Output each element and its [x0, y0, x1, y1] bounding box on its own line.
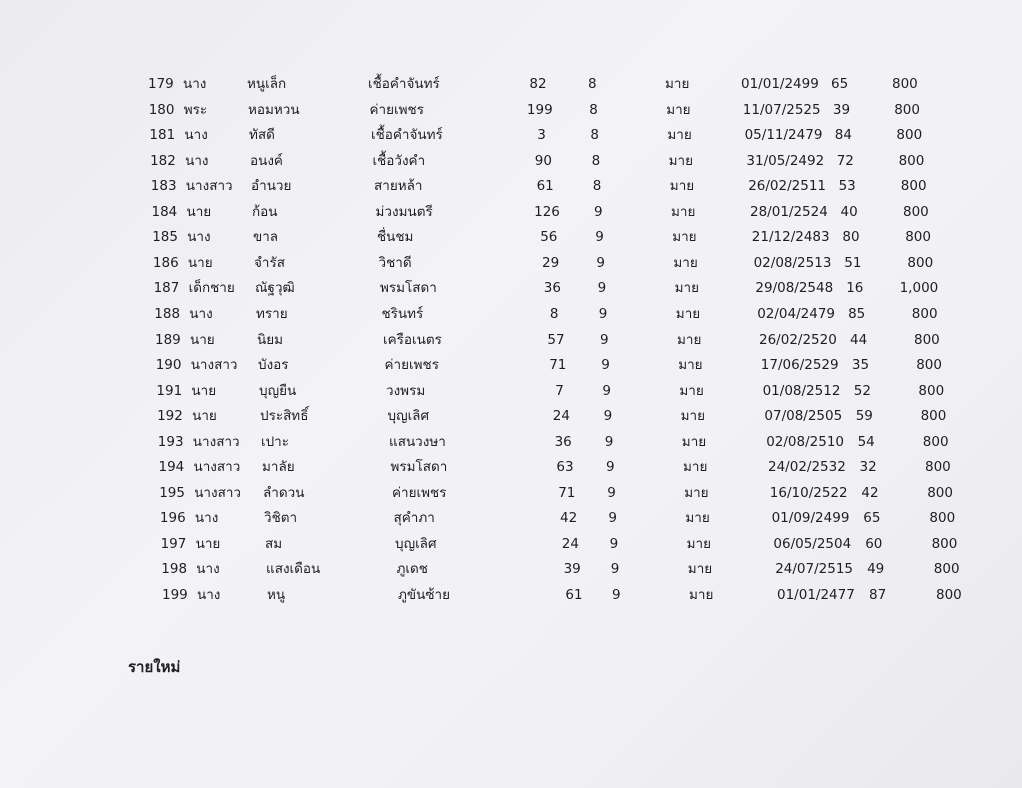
row-last-name: ม่วงมนตรี	[375, 203, 433, 220]
table-row	[0, 405, 1022, 427]
row-last-name: วิชาดี	[378, 254, 412, 271]
row-birth-date: 01/09/2499	[771, 510, 850, 527]
row-number: 181	[149, 127, 176, 144]
row-birth-date: 29/08/2548	[755, 280, 834, 297]
row-amount: 800	[898, 152, 925, 169]
row-birth-date: 16/10/2522	[769, 484, 848, 501]
row-birth-date: 24/02/2532	[768, 459, 846, 476]
row-status: มาย	[683, 459, 708, 476]
table-row	[0, 584, 1022, 606]
row-age: 39	[832, 101, 851, 118]
row-status: มาย	[672, 229, 697, 246]
row-status: มาย	[666, 101, 691, 118]
row-house-number: 3	[537, 127, 546, 144]
row-title: นางสาว	[192, 433, 240, 450]
row-amount: 800	[914, 331, 940, 348]
row-last-name: พรมโสดา	[390, 459, 448, 476]
row-village-number: 9	[604, 433, 614, 450]
row-age: 72	[836, 152, 854, 169]
row-number: 195	[159, 484, 185, 501]
row-village-number: 9	[600, 331, 609, 348]
row-first-name: อนงค์	[250, 152, 283, 169]
row-first-name: ณัฐวุฒิ	[255, 280, 295, 297]
row-village-number: 9	[602, 382, 611, 399]
row-age: 60	[865, 535, 883, 552]
row-birth-date: 21/12/2483	[751, 229, 830, 246]
row-age: 54	[857, 433, 875, 450]
row-amount: 800	[911, 305, 938, 322]
row-number: 193	[157, 433, 184, 450]
row-number: 189	[155, 331, 181, 348]
row-age: 65	[831, 76, 849, 92]
row-house-number: 71	[549, 357, 567, 374]
row-house-number: 199	[526, 101, 553, 118]
row-village-number: 9	[598, 305, 608, 322]
row-number: 192	[157, 408, 183, 425]
row-title: นาง	[194, 510, 219, 527]
row-house-number: 7	[555, 382, 564, 399]
row-status: มาย	[671, 203, 696, 220]
row-village-number: 9	[596, 254, 605, 271]
row-last-name: ภูเดช	[396, 561, 428, 578]
new-entries-label: รายใหม่	[128, 658, 181, 676]
table-row	[0, 354, 1022, 376]
row-last-name: วงพรม	[386, 382, 426, 399]
row-age: 84	[834, 127, 852, 144]
row-amount: 800	[918, 382, 945, 399]
row-house-number: 56	[540, 229, 558, 246]
row-amount: 800	[892, 76, 918, 92]
row-first-name: บุญยืน	[259, 382, 297, 399]
row-status: มาย	[686, 535, 711, 552]
row-house-number: 42	[560, 510, 578, 527]
table-row	[0, 277, 1022, 299]
row-birth-date: 26/02/2520	[759, 331, 837, 348]
row-number: 199	[162, 587, 188, 603]
row-age: 42	[861, 484, 879, 501]
table-row	[0, 558, 1022, 580]
row-village-number: 9	[606, 459, 615, 476]
row-village-number: 8	[590, 127, 599, 144]
table-row	[0, 431, 1022, 453]
row-age: 87	[869, 587, 887, 603]
row-village-number: 9	[612, 587, 621, 603]
row-last-name: สายหล้า	[374, 178, 423, 195]
table-row	[0, 99, 1022, 121]
row-title: นางสาว	[190, 357, 238, 374]
row-title: นาง	[196, 561, 220, 578]
row-village-number: 9	[607, 484, 616, 501]
row-status: มาย	[681, 433, 707, 450]
row-status: มาย	[680, 408, 705, 425]
row-title: นาย	[190, 331, 215, 348]
row-house-number: 8	[549, 305, 559, 322]
table-row	[0, 124, 1022, 146]
table-row	[0, 482, 1022, 504]
row-village-number: 9	[610, 561, 620, 578]
row-village-number: 9	[608, 510, 617, 527]
row-birth-date: 31/05/2492	[746, 152, 825, 169]
row-age: 40	[840, 203, 858, 220]
row-number: 190	[155, 357, 182, 374]
row-last-name: เครือเนตร	[383, 331, 442, 348]
row-age: 32	[859, 459, 877, 476]
row-last-name: สุคำภา	[393, 510, 435, 527]
row-village-number: 9	[594, 203, 603, 220]
row-title: พระ	[183, 101, 208, 118]
row-last-name: เชื้อคำจันทร์	[371, 127, 443, 144]
row-number: 182	[150, 152, 176, 169]
row-age: 59	[855, 408, 873, 425]
row-house-number: 24	[552, 408, 570, 425]
row-first-name: ทัสดี	[249, 127, 275, 144]
row-amount: 800	[920, 408, 947, 425]
row-status: มาย	[669, 178, 695, 195]
row-last-name: ชรินทร์	[381, 305, 424, 322]
row-first-name: นิยม	[257, 331, 284, 348]
row-number: 184	[151, 203, 178, 220]
row-village-number: 8	[591, 152, 601, 169]
row-last-name: ค่ายเพชร	[384, 357, 439, 374]
row-birth-date: 01/08/2512	[762, 382, 841, 399]
row-birth-date: 05/11/2479	[744, 127, 823, 144]
row-village-number: 8	[589, 101, 598, 118]
row-last-name: พรมโสดา	[380, 280, 437, 297]
row-title: นาย	[186, 203, 212, 220]
row-last-name: แสนวงษา	[389, 433, 446, 450]
row-last-name: บุญเลิศ	[395, 535, 437, 552]
row-status: มาย	[685, 510, 710, 527]
row-status: มาย	[687, 561, 713, 578]
row-first-name: มาลัย	[262, 459, 295, 476]
row-last-name: ค่ายเพชร	[392, 484, 447, 501]
row-number: 180	[148, 101, 175, 118]
row-village-number: 9	[597, 280, 607, 297]
row-first-name: บังอร	[258, 357, 289, 374]
row-title: นางสาว	[194, 484, 241, 501]
row-number: 186	[152, 254, 179, 271]
row-number: 187	[153, 280, 180, 297]
row-birth-date: 28/01/2524	[750, 203, 828, 220]
row-title: นาย	[192, 408, 217, 425]
row-birth-date: 26/02/2511	[748, 178, 826, 195]
row-first-name: หนูเล็ก	[247, 76, 287, 92]
row-birth-date: 17/06/2529	[760, 357, 839, 374]
row-amount: 800	[925, 459, 951, 476]
row-amount: 800	[907, 254, 934, 271]
row-village-number: 9	[609, 535, 619, 552]
row-amount: 800	[929, 510, 956, 527]
row-status: มาย	[689, 587, 714, 603]
row-age: 65	[863, 510, 881, 527]
table-row	[0, 303, 1022, 325]
row-house-number: 61	[536, 178, 554, 195]
row-amount: 800	[931, 535, 958, 552]
row-age: 80	[842, 229, 860, 246]
row-amount: 800	[916, 357, 942, 374]
row-last-name: เชื้อวังคำ	[372, 152, 426, 169]
row-age: 49	[867, 561, 885, 578]
table-row	[0, 329, 1022, 351]
row-title: นาง	[187, 229, 211, 246]
row-first-name: วิชิตา	[264, 510, 298, 527]
row-first-name: เปาะ	[261, 433, 290, 450]
row-age: 35	[851, 357, 870, 374]
table-row	[0, 380, 1022, 402]
row-birth-date: 07/08/2505	[764, 408, 843, 425]
row-amount: 800	[905, 229, 931, 246]
row-status: มาย	[668, 152, 693, 169]
row-birth-date: 02/08/2510	[766, 433, 844, 450]
row-first-name: หนู	[267, 587, 286, 603]
row-first-name: อำนวย	[251, 178, 292, 195]
row-birth-date: 01/01/2477	[777, 587, 855, 603]
row-amount: 800	[903, 203, 929, 220]
row-house-number: 36	[543, 280, 561, 297]
row-last-name: ค่ายเพชร	[369, 101, 424, 118]
row-amount: 800	[936, 587, 962, 603]
row-village-number: 8	[588, 76, 597, 92]
row-title: นาง	[189, 305, 213, 322]
row-last-name: เชื้อคำจันทร์	[368, 76, 440, 92]
row-amount: 800	[933, 561, 960, 578]
table-row	[0, 456, 1022, 478]
row-amount: 800	[896, 127, 923, 144]
row-amount: 800	[894, 101, 920, 118]
row-birth-date: 11/07/2525	[742, 101, 821, 118]
table-row	[0, 226, 1022, 248]
row-status: มาย	[673, 254, 698, 271]
row-house-number: 90	[534, 152, 552, 169]
row-age: 53	[838, 178, 856, 195]
row-age: 85	[848, 305, 866, 322]
row-age: 52	[853, 382, 871, 399]
row-village-number: 9	[603, 408, 613, 425]
table-row	[0, 73, 1022, 95]
row-number: 194	[158, 459, 185, 476]
row-first-name: ทราย	[256, 305, 288, 322]
row-status: มาย	[678, 357, 703, 374]
row-number: 183	[150, 178, 177, 195]
row-first-name: จำรัส	[254, 254, 285, 271]
row-number: 197	[160, 535, 187, 552]
row-house-number: 57	[547, 331, 565, 348]
row-birth-date: 06/05/2504	[773, 535, 852, 552]
row-status: มาย	[684, 484, 709, 501]
table-row	[0, 252, 1022, 274]
row-status: มาย	[679, 382, 704, 399]
row-last-name: ภูขันซ้าย	[398, 587, 451, 603]
row-first-name: ลำดวน	[263, 484, 305, 501]
row-birth-date: 24/07/2515	[775, 561, 853, 578]
row-house-number: 71	[558, 484, 576, 501]
row-status: มาย	[674, 280, 699, 297]
row-house-number: 63	[556, 459, 574, 476]
row-status: มาย	[675, 305, 701, 322]
row-age: 16	[846, 280, 864, 297]
row-amount: 800	[900, 178, 927, 195]
row-house-number: 126	[534, 203, 560, 220]
row-title: นางสาว	[193, 459, 241, 476]
row-age: 44	[850, 331, 868, 348]
row-first-name: ขาล	[253, 229, 279, 246]
row-first-name: แสงเดือน	[266, 561, 321, 578]
row-house-number: 61	[565, 587, 583, 603]
row-number: 196	[159, 510, 186, 527]
row-number: 198	[161, 561, 188, 578]
row-amount: 800	[927, 484, 953, 501]
row-number: 188	[154, 305, 181, 322]
row-village-number: 9	[595, 229, 604, 246]
row-house-number: 36	[554, 433, 572, 450]
row-first-name: ประสิทธิ์	[260, 408, 309, 425]
row-number: 179	[148, 76, 174, 92]
row-house-number: 29	[542, 254, 560, 271]
row-title: นาง	[185, 152, 209, 169]
row-title: นาย	[195, 535, 221, 552]
row-age: 51	[844, 254, 862, 271]
row-title: นาง	[184, 127, 208, 144]
row-number: 191	[156, 382, 183, 399]
row-number: 185	[152, 229, 178, 246]
table-row	[0, 533, 1022, 555]
table-row	[0, 150, 1022, 172]
row-birth-date: 02/08/2513	[753, 254, 832, 271]
row-last-name: ชื่นชม	[377, 229, 414, 246]
row-village-number: 8	[592, 178, 602, 195]
table-row	[0, 507, 1022, 529]
row-amount: 800	[922, 433, 949, 450]
row-birth-date: 01/01/2499	[741, 76, 819, 92]
row-house-number: 39	[563, 561, 581, 578]
row-title: นาย	[187, 254, 213, 271]
table-row	[0, 201, 1022, 223]
row-birth-date: 02/04/2479	[757, 305, 835, 322]
row-village-number: 9	[601, 357, 610, 374]
row-title: นาย	[191, 382, 217, 399]
row-status: มาย	[677, 331, 702, 348]
row-status: มาย	[665, 76, 690, 92]
row-title: นาง	[183, 76, 207, 92]
row-house-number: 82	[529, 76, 547, 92]
row-title: นางสาว	[185, 178, 233, 195]
row-last-name: บุญเลิศ	[387, 408, 430, 425]
row-title: เด็กชาย	[188, 280, 235, 297]
row-status: มาย	[667, 127, 692, 144]
table-row	[0, 175, 1022, 197]
row-first-name: สม	[265, 535, 283, 552]
row-first-name: ก้อน	[252, 203, 278, 220]
row-title: นาง	[197, 587, 221, 603]
row-house-number: 24	[561, 535, 579, 552]
row-amount: 1,000	[899, 280, 939, 297]
row-first-name: หอมหวน	[248, 101, 300, 118]
